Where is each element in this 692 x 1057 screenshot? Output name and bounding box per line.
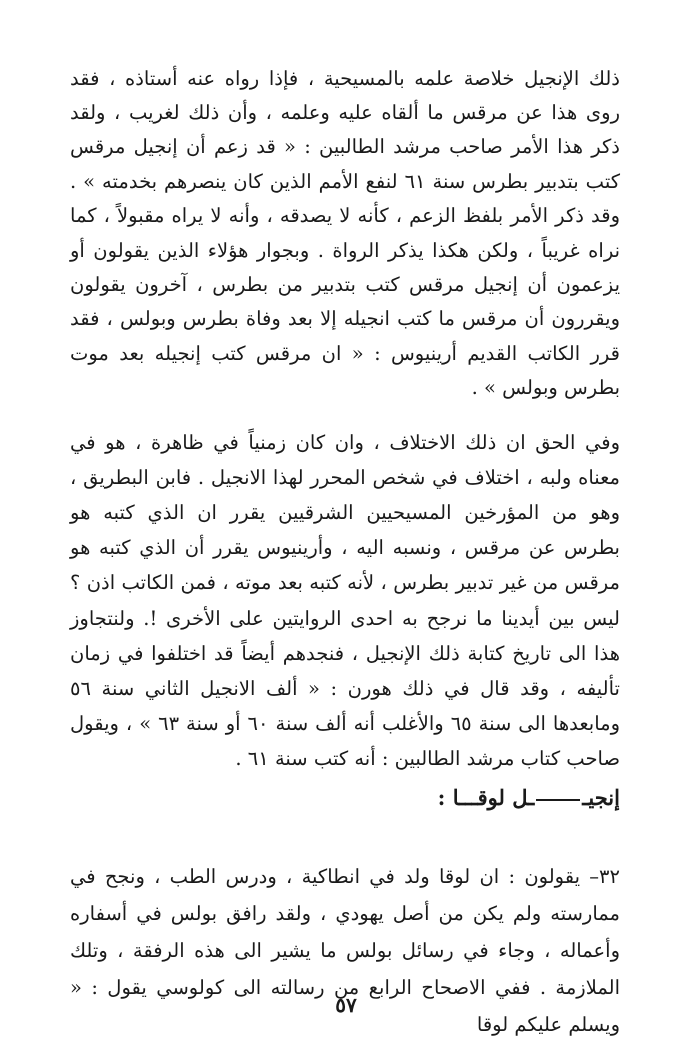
page-number: ٥٧	[335, 993, 357, 1017]
heading-text-first: إنجيـ	[582, 785, 620, 810]
heading-tatweel-line	[536, 799, 580, 801]
heading-colon: :	[437, 785, 453, 810]
paragraph-author-disagreement: وفي الحق ان ذلك الاختلاف ، وان كان زمنياً في ظاهرة ، هو في معناه ولبه ، اختلاف في شخص المحرر لهذا الانجيل . فابن البطريق ، وهو من المؤرخين المسيحيين الشرقيين يقرر ان الذي كتبه هو بطرس عن مرقس ، ونسبه اليه ، وأرينيوس يقرر أن الذي كتبه هو مرقس من غير تدبير بطرس ، لأنه كتبه بعد موته ، فمن الكاتب اذن ؟ ليس بين أيدينا ما نرجح به احدى الروايتين على الأخرى !. ولنتجاوز هذا الى تاريخ كتابة ذلك الإنجيل ، فنجدهم أيضاً قد اختلفوا في زمان تأليفه ، وقد قال في ذلك هورن : « ألف الانجيل الثاني سنة ٥٦ ومابعدها الى سنة ٦٥ والأغلب أنه ألف سنة ٦٠ أو سنة ٦٣ » ، ويقول صاحب كتاب مرشد الطالبين : أنه كتب سنة ٦١ .	[70, 430, 620, 771]
paragraph-mark-gospel-authorship: ذلك الإنجيل خلاصة علمه بالمسيحية ، فإذا رواه عنه أستاذه ، فقد روى هذا عن مرقس ما ألقاه عليه وعلمه ، وأن ذلك لغريب ، ولقد ذكر هذا الأمر صاحب مرشد الطالبين : « قد زعم أن إنجيل مرقس كتب بتدبير بطرس سنة ٦١ لنفع الأمم الذين كان ينصرهم بخدمته » . وقد ذكر الأمر بلفظ الزعم ، كأنه لا يصدقه ، وأنه لا يراه مقبولاً ، كما نراه غريباً ، ولكن هكذا يذكر الرواة . وبجوار هؤلاء الذين يقولون أو يزعمون أن إنجيل مرقس كتب بتدبير من بطرس ، آخرون يقولون ويقررون أن مرقس ما كتب انجيله إلا بعد وفاة بطرس وبولس ، فقد قرر الكاتب القديم أرينيوس : « ان مرقس كتب إنجيله بعد موت بطرس وبولس » .	[70, 66, 620, 400]
section-heading-gospel-of-luke	[438, 785, 620, 810]
paragraph-luke-origin: ٣٢– يقولون : ان لوقا ولد في انطاكية ، ودرس الطب ، ونجح في ممارسته ولم يكن من أصل يهودي ، ولقد رافق بولس في أسفاره وأعماله ، وجاء في رسائل بولس ما يشير الى هذه الرفقة ، وتلك الملازمة . ففي الاصحاح الرابع من رسالته الى كولوسي يقول : « ويسلم عليكم لوقا	[70, 864, 620, 1036]
heading-text-second: ـل لوقـــا	[452, 785, 535, 810]
